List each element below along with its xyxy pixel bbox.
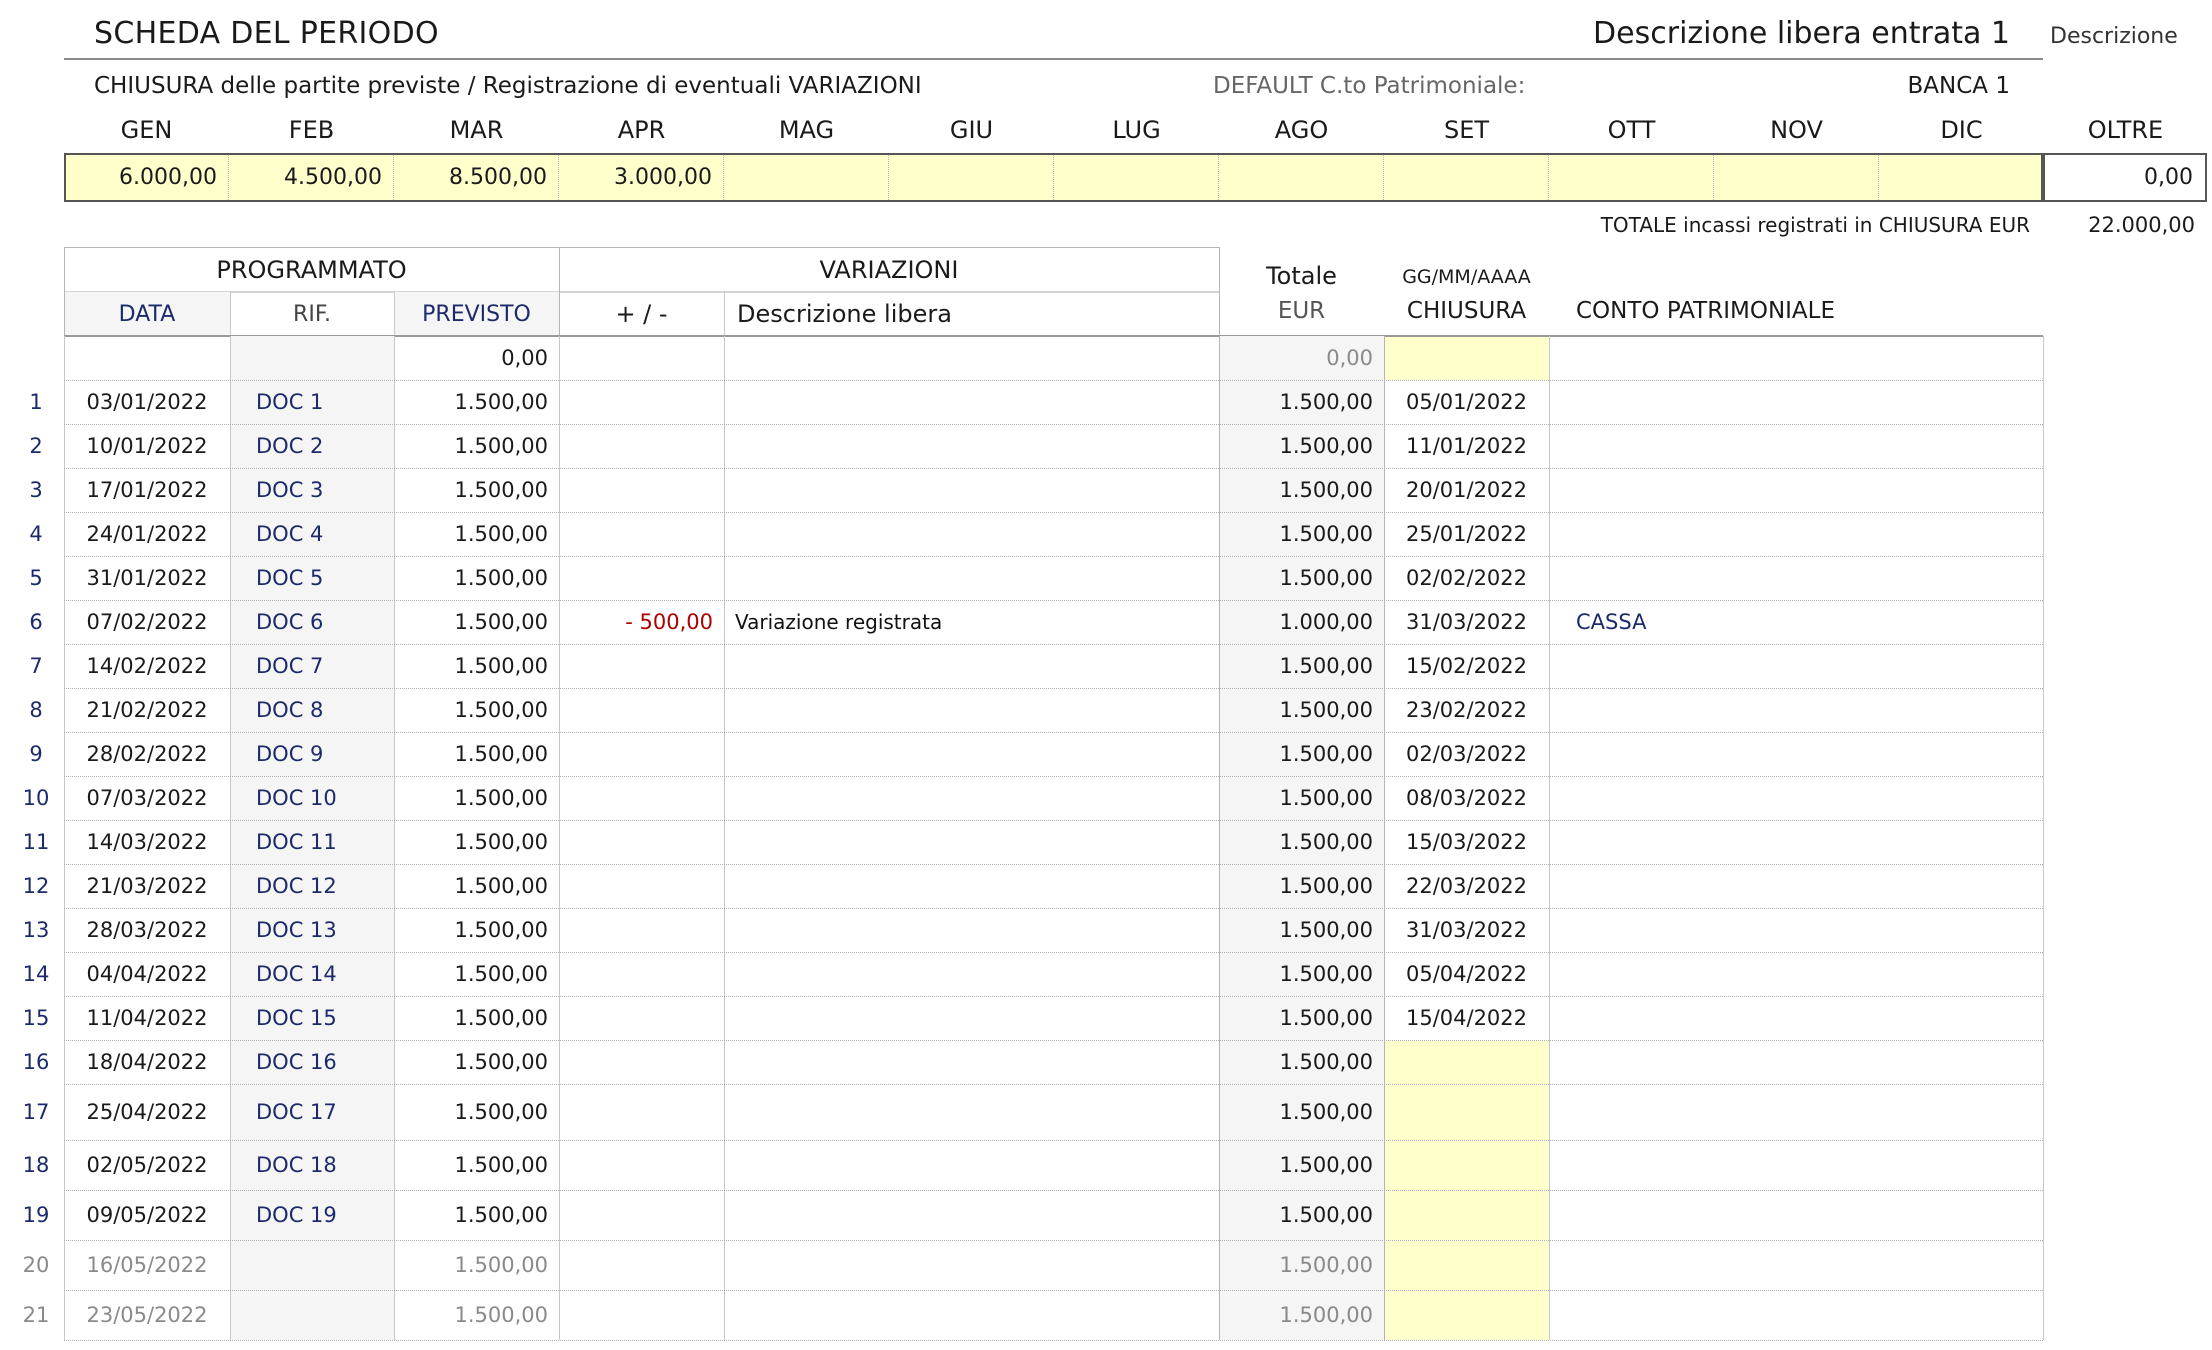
cell-desc[interactable] [735, 996, 1219, 1040]
cell-chiusura[interactable]: 31/03/2022 [1405, 610, 1528, 634]
cell-rif[interactable]: DOC 14 [256, 962, 337, 986]
row-number: 18 [22, 1153, 50, 1177]
month-value-nov[interactable] [1714, 153, 1879, 202]
cell-var[interactable] [559, 952, 713, 996]
col-header-conto: CONTO PATRIMONIALE [1576, 298, 1836, 324]
cell-totale[interactable]: 1.500,00 [1279, 522, 1373, 546]
cell-data[interactable]: 28/02/2022 [86, 742, 208, 766]
cell-chiusura[interactable]: 02/03/2022 [1405, 742, 1528, 766]
page-subtitle: CHIUSURA delle partite previste / Registrazione di eventuali VARIAZIONI [94, 73, 922, 99]
cell-conto[interactable] [1576, 820, 2043, 864]
cell-totale[interactable]: 1.500,00 [1279, 1253, 1373, 1277]
cell-previsto[interactable]: 1.500,00 [454, 830, 548, 854]
row-number: 17 [22, 1100, 50, 1124]
cell-previsto[interactable]: 1.500,00 [454, 874, 548, 898]
cell-conto[interactable] [1576, 1084, 2043, 1140]
month-label-lug: LUG [1112, 116, 1161, 144]
cell-data[interactable]: 11/04/2022 [86, 1006, 208, 1030]
cell-chiusura[interactable] [1384, 1084, 1549, 1140]
cell-chiusura[interactable]: 05/04/2022 [1405, 962, 1528, 986]
cell-totale[interactable]: 1.500,00 [1279, 654, 1373, 678]
initial-totale[interactable]: 0,00 [1326, 346, 1373, 370]
header-top-line [64, 247, 1219, 248]
cell-totale[interactable]: 1.500,00 [1279, 1050, 1373, 1074]
month-label-ott: OTT [1607, 116, 1656, 144]
header-mid-line [64, 291, 1219, 293]
cell-previsto[interactable]: 1.500,00 [454, 1203, 548, 1227]
cell-chiusura[interactable]: 23/02/2022 [1405, 698, 1528, 722]
row-number: 20 [22, 1253, 50, 1277]
row-number: 15 [22, 1006, 50, 1030]
cell-desc[interactable] [735, 1140, 1219, 1190]
cell-data[interactable]: 09/05/2022 [86, 1203, 208, 1227]
cell-previsto[interactable]: 1.500,00 [454, 1253, 548, 1277]
row-number: 21 [22, 1303, 50, 1327]
cell-desc[interactable] [735, 1084, 1219, 1140]
cell-chiusura[interactable]: 25/01/2022 [1405, 522, 1528, 546]
cell-var[interactable]: - 500,00 [625, 610, 713, 634]
cell-data[interactable]: 21/03/2022 [86, 874, 208, 898]
row-number: 5 [29, 566, 43, 590]
cell-rif[interactable]: DOC 8 [256, 698, 324, 722]
row-number: 7 [29, 654, 43, 678]
cell-chiusura[interactable]: 02/02/2022 [1405, 566, 1528, 590]
col-header-totale: Totale [1266, 262, 1337, 290]
cell-totale[interactable]: 1.500,00 [1279, 1203, 1373, 1227]
cell-desc[interactable] [735, 820, 1219, 864]
cell-conto[interactable] [1576, 1290, 2043, 1340]
cell-previsto[interactable]: 1.500,00 [454, 610, 548, 634]
month-value-set[interactable] [1384, 153, 1549, 202]
col-header-chiusura: CHIUSURA [1406, 298, 1527, 324]
cell-chiusura[interactable]: 05/01/2022 [1405, 390, 1528, 414]
month-value-mag[interactable] [724, 153, 889, 202]
month-value-lug[interactable] [1054, 153, 1219, 202]
entry-description: Descrizione libera entrata 1 [1593, 16, 2010, 51]
cell-conto[interactable] [1576, 776, 2043, 820]
initial-previsto[interactable]: 0,00 [501, 346, 548, 370]
month-value-ago[interactable] [1219, 153, 1384, 202]
cell-conto[interactable] [1576, 996, 2043, 1040]
cell-previsto[interactable]: 1.500,00 [454, 918, 548, 942]
description-label: Descrizione [2050, 24, 2178, 49]
default-account-value[interactable]: BANCA 1 [1907, 73, 2010, 99]
cell-previsto[interactable]: 1.500,00 [454, 742, 548, 766]
cell-chiusura[interactable] [1384, 1290, 1549, 1340]
cell-chiusura[interactable]: 08/03/2022 [1405, 786, 1528, 810]
cell-totale[interactable]: 1.500,00 [1279, 390, 1373, 414]
cell-previsto[interactable]: 1.500,00 [454, 1153, 548, 1177]
cell-desc[interactable] [735, 864, 1219, 908]
cell-desc[interactable] [735, 1240, 1219, 1290]
cell-desc[interactable] [735, 1040, 1219, 1084]
cell-data[interactable]: 17/01/2022 [86, 478, 208, 502]
cell-data[interactable]: 04/04/2022 [86, 962, 208, 986]
row-number: 9 [29, 742, 43, 766]
cell-previsto[interactable]: 1.500,00 [454, 1050, 548, 1074]
cell-var[interactable] [559, 556, 713, 600]
cell-var[interactable] [559, 776, 713, 820]
cell-desc[interactable] [735, 644, 1219, 688]
cell-data[interactable]: 07/02/2022 [86, 610, 208, 634]
cell-conto[interactable] [1576, 1140, 2043, 1190]
cell-rif[interactable]: DOC 6 [256, 610, 324, 634]
month-value-feb[interactable]: 4.500,00 [229, 153, 394, 202]
col-header-date-format: GG/MM/AAAA [1402, 266, 1531, 288]
cell-conto[interactable] [1576, 732, 2043, 776]
cell-var[interactable] [559, 1290, 713, 1340]
cell-chiusura[interactable]: 11/01/2022 [1405, 434, 1528, 458]
cell-var[interactable] [559, 512, 713, 556]
cell-rif[interactable]: DOC 12 [256, 874, 337, 898]
cell-previsto[interactable]: 1.500,00 [454, 786, 548, 810]
cell-previsto[interactable]: 1.500,00 [454, 1100, 548, 1124]
cell-chiusura[interactable]: 15/02/2022 [1405, 654, 1528, 678]
col-header-descrizione: Descrizione libera [737, 300, 952, 328]
row-number: 2 [29, 434, 43, 458]
cell-var[interactable] [559, 424, 713, 468]
month-label-ago: AGO [1274, 116, 1329, 144]
cell-previsto[interactable]: 1.500,00 [454, 478, 548, 502]
cell-rif[interactable]: DOC 11 [256, 830, 337, 854]
cell-rif[interactable] [256, 1240, 394, 1290]
cell-conto[interactable] [1576, 644, 2043, 688]
cell-desc[interactable] [735, 1290, 1219, 1340]
cell-chiusura[interactable] [1384, 1190, 1549, 1240]
cell-rif[interactable]: DOC 7 [256, 654, 324, 678]
default-account-label: DEFAULT C.to Patrimoniale: [1213, 73, 1526, 99]
month-label-feb: FEB [288, 116, 335, 144]
month-value-gen[interactable]: 6.000,00 [64, 153, 229, 202]
cell-totale[interactable]: 1.500,00 [1279, 698, 1373, 722]
month-value-apr[interactable]: 3.000,00 [559, 153, 724, 202]
row-divider [64, 1340, 2043, 1341]
group-programmato: PROGRAMMATO [216, 256, 407, 284]
cell-totale[interactable]: 1.500,00 [1279, 434, 1373, 458]
month-label-set: SET [1443, 116, 1490, 144]
cell-data[interactable]: 10/01/2022 [86, 434, 208, 458]
cell-previsto[interactable]: 1.500,00 [454, 390, 548, 414]
cell-chiusura[interactable]: 15/04/2022 [1405, 1006, 1528, 1030]
cell-var[interactable] [559, 380, 713, 424]
cell-data[interactable]: 07/03/2022 [86, 786, 208, 810]
cell-rif[interactable]: DOC 18 [256, 1153, 337, 1177]
cell-totale[interactable]: 1.500,00 [1279, 478, 1373, 502]
cell-totale[interactable]: 1.500,00 [1279, 1303, 1373, 1327]
cell-desc[interactable] [735, 1190, 1219, 1240]
cell-conto[interactable] [1576, 556, 2043, 600]
cell-conto[interactable] [1576, 908, 2043, 952]
cell-totale[interactable]: 1.500,00 [1279, 1153, 1373, 1177]
cell-rif[interactable]: DOC 4 [256, 522, 324, 546]
cell-desc[interactable] [735, 776, 1219, 820]
cell-desc[interactable]: Variazione registrata [735, 610, 943, 634]
header-sub-divider [724, 291, 725, 335]
cell-chiusura[interactable]: 22/03/2022 [1405, 874, 1528, 898]
row-number: 11 [22, 830, 50, 854]
cell-conto[interactable] [1576, 468, 2043, 512]
cell-previsto[interactable]: 1.500,00 [454, 962, 548, 986]
cell-chiusura[interactable]: 20/01/2022 [1405, 478, 1528, 502]
chiusura-initial-highlight [1385, 337, 1549, 380]
row-number: 3 [29, 478, 43, 502]
cell-desc[interactable] [735, 556, 1219, 600]
month-label-giu: GIU [949, 116, 994, 144]
col-header-rif: RIF. [293, 302, 331, 327]
cell-conto[interactable] [1576, 688, 2043, 732]
cell-data[interactable]: 24/01/2022 [86, 522, 208, 546]
cell-rif[interactable]: DOC 19 [256, 1203, 337, 1227]
month-value-dic[interactable] [1879, 153, 2044, 202]
cell-var[interactable] [559, 1240, 713, 1290]
row-number: 10 [22, 786, 50, 810]
cell-desc[interactable] [735, 908, 1219, 952]
cell-var[interactable] [559, 1040, 713, 1084]
month-label-dic: DIC [1940, 116, 1983, 144]
cell-totale[interactable]: 1.500,00 [1279, 786, 1373, 810]
cell-previsto[interactable]: 1.500,00 [454, 698, 548, 722]
cell-var[interactable] [559, 820, 713, 864]
cell-conto[interactable] [1576, 1190, 2043, 1240]
cell-conto[interactable]: CASSA [1576, 610, 1647, 634]
cell-conto[interactable] [1576, 380, 2043, 424]
month-label-apr: APR [617, 116, 666, 144]
cell-var[interactable] [559, 1190, 713, 1240]
cell-totale[interactable]: 1.000,00 [1279, 610, 1373, 634]
month-label-mar: MAR [449, 116, 504, 144]
cell-rif[interactable]: DOC 9 [256, 742, 324, 766]
cell-totale[interactable]: 1.500,00 [1279, 874, 1373, 898]
cell-previsto[interactable]: 1.500,00 [454, 1303, 548, 1327]
month-label-mag: MAG [778, 116, 835, 144]
cell-var[interactable] [559, 864, 713, 908]
cell-conto[interactable] [1576, 864, 2043, 908]
cell-data[interactable]: 28/03/2022 [86, 918, 208, 942]
cell-desc[interactable] [735, 512, 1219, 556]
cell-conto[interactable] [1576, 512, 2043, 556]
cell-data[interactable]: 03/01/2022 [86, 390, 208, 414]
oltre-value[interactable]: 0,00 [2043, 153, 2207, 202]
cell-data[interactable]: 21/02/2022 [86, 698, 208, 722]
cell-totale[interactable]: 1.500,00 [1279, 830, 1373, 854]
cell-chiusura[interactable] [1384, 1140, 1549, 1190]
cell-data[interactable]: 23/05/2022 [86, 1303, 208, 1327]
col-header-previsto: PREVISTO [422, 302, 531, 327]
cell-rif[interactable]: DOC 15 [256, 1006, 337, 1030]
cell-totale[interactable]: 1.500,00 [1279, 742, 1373, 766]
month-label-gen: GEN [120, 116, 173, 144]
cell-var[interactable] [559, 688, 713, 732]
month-value-ott[interactable] [1549, 153, 1714, 202]
cell-desc[interactable] [735, 688, 1219, 732]
cell-data[interactable]: 31/01/2022 [86, 566, 208, 590]
group-variazioni: VARIAZIONI [819, 256, 959, 284]
cell-data[interactable]: 02/05/2022 [86, 1153, 208, 1177]
cell-totale[interactable]: 1.500,00 [1279, 1100, 1373, 1124]
cell-chiusura[interactable] [1384, 1240, 1549, 1290]
column-divider [2043, 336, 2044, 1340]
row-number: 8 [29, 698, 43, 722]
cell-rif[interactable]: DOC 13 [256, 918, 337, 942]
cell-rif[interactable]: DOC 16 [256, 1050, 337, 1074]
cell-conto[interactable] [1576, 424, 2043, 468]
cell-desc[interactable] [735, 424, 1219, 468]
cell-previsto[interactable]: 1.500,00 [454, 522, 548, 546]
cell-desc[interactable] [735, 380, 1219, 424]
col-header-eur: EUR [1277, 298, 1326, 324]
cell-var[interactable] [559, 996, 713, 1040]
cell-data[interactable]: 18/04/2022 [86, 1050, 208, 1074]
cell-rif[interactable]: DOC 3 [256, 478, 324, 502]
row-number: 19 [22, 1203, 50, 1227]
cell-conto[interactable] [1576, 952, 2043, 996]
row-number: 12 [22, 874, 50, 898]
row-number: 1 [29, 390, 43, 414]
cell-totale[interactable]: 1.500,00 [1279, 566, 1373, 590]
cell-chiusura[interactable] [1384, 1040, 1549, 1084]
cell-rif[interactable]: DOC 2 [256, 434, 324, 458]
cell-data[interactable]: 16/05/2022 [86, 1253, 208, 1277]
cell-previsto[interactable]: 1.500,00 [454, 1006, 548, 1030]
col-header-data: DATA [118, 302, 176, 327]
cell-data[interactable]: 25/04/2022 [86, 1100, 208, 1124]
cell-desc[interactable] [735, 952, 1219, 996]
cell-rif[interactable] [256, 1290, 394, 1340]
cell-var[interactable] [559, 1140, 713, 1190]
cell-var[interactable] [559, 1084, 713, 1140]
cell-chiusura[interactable]: 31/03/2022 [1405, 918, 1528, 942]
totals-label: TOTALE incassi registrati in CHIUSURA EUR [1600, 213, 2030, 237]
page-title: SCHEDA DEL PERIODO [94, 16, 439, 51]
cell-conto[interactable] [1576, 1040, 2043, 1084]
cell-rif[interactable]: DOC 5 [256, 566, 324, 590]
header-divider [64, 58, 2043, 60]
cell-data[interactable]: 14/02/2022 [86, 654, 208, 678]
cell-rif[interactable]: DOC 10 [256, 786, 337, 810]
cell-rif[interactable]: DOC 17 [256, 1100, 337, 1124]
row-number: 4 [29, 522, 43, 546]
totals-value: 22.000,00 [2088, 213, 2195, 237]
row-number: 16 [22, 1050, 50, 1074]
cell-desc[interactable] [735, 468, 1219, 512]
cell-var[interactable] [559, 644, 713, 688]
row-number: 14 [22, 962, 50, 986]
cell-rif[interactable]: DOC 1 [256, 390, 324, 414]
cell-chiusura[interactable]: 15/03/2022 [1405, 830, 1528, 854]
cell-var[interactable] [559, 732, 713, 776]
cell-totale[interactable]: 1.500,00 [1279, 1006, 1373, 1030]
month-label-nov: NOV [1770, 116, 1823, 144]
col-header-plusminus: + / - [615, 300, 668, 328]
cell-totale[interactable]: 1.500,00 [1279, 918, 1373, 942]
cell-totale[interactable]: 1.500,00 [1279, 962, 1373, 986]
row-number: 13 [22, 918, 50, 942]
cell-desc[interactable] [735, 732, 1219, 776]
cell-previsto[interactable]: 1.500,00 [454, 654, 548, 678]
row-number: 6 [29, 610, 43, 634]
cell-data[interactable]: 14/03/2022 [86, 830, 208, 854]
cell-previsto[interactable]: 1.500,00 [454, 566, 548, 590]
month-value-giu[interactable] [889, 153, 1054, 202]
cell-previsto[interactable]: 1.500,00 [454, 434, 548, 458]
month-value-mar[interactable]: 8.500,00 [394, 153, 559, 202]
month-label-oltre: OLTRE [2087, 116, 2164, 144]
cell-var[interactable] [559, 468, 713, 512]
cell-var[interactable] [559, 908, 713, 952]
cell-conto[interactable] [1576, 1240, 2043, 1290]
